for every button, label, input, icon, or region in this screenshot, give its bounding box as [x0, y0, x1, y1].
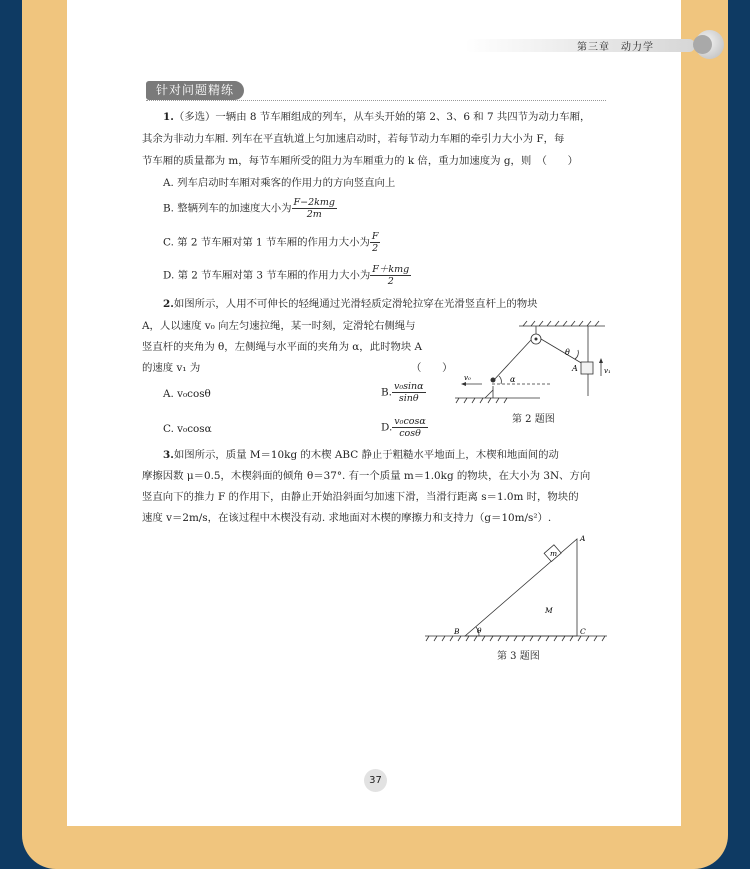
- v1-arrowhead-icon: [599, 358, 603, 363]
- q2-option-d-fraction: [392, 416, 428, 439]
- section-divider: [146, 100, 606, 101]
- person-head-icon: [491, 378, 496, 383]
- q2-line2: A，人以速度 v₀ 向左匀速拉绳，某一时刻，定滑轮右侧绳与: [142, 320, 416, 332]
- q1-option-b-fraction: [292, 197, 337, 220]
- chapter-header: [465, 31, 720, 59]
- q2-d-denominator: cosθ: [399, 428, 421, 439]
- fig3-wedge-label: M: [545, 606, 553, 615]
- ceiling-hatch: [523, 321, 599, 326]
- q3-line2: 摩擦因数 μ＝0.5，木楔斜面的倾角 θ＝37°. 有一个质量 m＝1.0kg 的物块，在大小为 3N、方向: [142, 470, 591, 482]
- q1-option-c-fraction: [370, 231, 381, 254]
- header-text: [577, 38, 654, 53]
- q2-option-d-label: D.: [381, 421, 393, 434]
- ground-hatch: [456, 398, 507, 403]
- right-rope: [541, 339, 583, 364]
- theta-arc: [575, 350, 578, 359]
- q1-option-a: A. 列车启动时车厢对乘客的作用力的方向竖直向上: [163, 177, 396, 189]
- q1-line2: 其余为非动力车厢. 列车在平直轨道上匀加速启动时，若每节动力车厢的牵引力大小为 F，每: [142, 133, 565, 145]
- q2-text1: 如图所示，人用不可伸长的轻绳通过光滑轻质定滑轮拉穿在光滑竖直杆上的物块: [173, 298, 538, 310]
- fig2-block-label: A: [572, 364, 578, 373]
- q3-line1: [163, 448, 559, 462]
- fig3-m-label: m: [550, 549, 558, 558]
- alpha-arc: [499, 376, 501, 384]
- q1-b-denominator: 2m: [306, 209, 322, 220]
- q2-option-b: [381, 381, 426, 404]
- q2-d-numerator: v₀cosα: [394, 416, 426, 427]
- q2-option-c: C. v₀cosα: [163, 423, 212, 435]
- q1-number: 1.: [163, 111, 174, 123]
- q2-line3: 竖直杆的夹角为 θ，左侧绳与水平面的夹角为 α，此时物块 A: [142, 341, 423, 353]
- q2-option-d: [381, 416, 428, 439]
- figure-3-caption: 第 3 题图: [497, 651, 540, 662]
- q3-number: 3.: [163, 449, 174, 461]
- figure-2-caption: 第 2 题图: [512, 414, 555, 425]
- q1-line3: 节车厢的质量都为 m，每节车厢所受的阻力为车厢重力的 k 倍，重力加速度为 g，则 （ ）: [142, 155, 579, 167]
- q1-d-denominator: 2: [387, 276, 394, 287]
- q2-b-numerator: v₀sinα: [393, 381, 424, 392]
- v0-arrowhead-icon: [461, 382, 466, 386]
- q2-answer-bracket: （ ）: [411, 362, 453, 374]
- figure-2-diagram: [455, 318, 615, 408]
- pulley-axle-icon: [535, 338, 538, 341]
- q2-option-b-label: B.: [381, 386, 392, 399]
- chapter-title: 动力学: [621, 42, 654, 53]
- fig3-a-label: A: [580, 534, 586, 543]
- q1-option-b-text: B. 整辆列车的加速度大小为: [163, 202, 292, 215]
- q1-option-b: [163, 197, 337, 220]
- q2-b-denominator: sinθ: [398, 393, 419, 404]
- q1-c-denominator: 2: [372, 243, 379, 254]
- q1-line1: [163, 110, 590, 124]
- q1-option-d-text: D. 第 2 节车厢对第 3 节车厢的作用力大小为: [163, 269, 371, 282]
- ground-hatch: [426, 636, 605, 641]
- q1-option-d: [163, 264, 411, 287]
- q2-number: 2.: [163, 298, 174, 310]
- q1-text1: （多选）一辆由 8 节车厢组成的列车，从车头开始的第 2、3、6 和 7 共四节为动力车厢，: [173, 111, 591, 123]
- section-title: 针对问题精练: [146, 81, 244, 100]
- q1-option-d-fraction: [370, 264, 411, 287]
- header-dot-icon: [693, 35, 712, 54]
- q1-c-numerator: F: [371, 231, 379, 242]
- fig2-theta-label: θ: [565, 348, 570, 357]
- fig3-b-label: B: [454, 627, 460, 636]
- person-leg-1: [485, 390, 493, 398]
- q1-d-numerator: F＋kmg: [372, 264, 410, 275]
- q1-option-c: [163, 231, 380, 254]
- q3-text1: 如图所示，质量 M＝10kg 的木楔 ABC 静止于粗糙水平地面上，木楔和地面间的动: [173, 449, 559, 461]
- figure-3-diagram: [425, 533, 610, 645]
- fig2-alpha-label: α: [510, 375, 516, 384]
- chapter-label: 第三章: [577, 42, 610, 53]
- q3-line4: 速度 v＝2m/s，在该过程中木楔没有动. 求地面对木楔的摩擦力和支持力（g＝10m/s²）.: [142, 512, 552, 524]
- fig2-v0-label: v₀: [464, 374, 471, 382]
- q3-line3: 竖直向下的推力 F 的作用下，由静止开始沿斜面匀加速下滑，当滑行距离 s＝1.0m 时，物块的: [142, 491, 579, 503]
- q2-line4: 的速度 v₁ 为: [142, 362, 201, 374]
- fig3-theta-label: θ: [477, 626, 482, 635]
- block-a: [581, 362, 593, 374]
- q1-option-c-text: C. 第 2 节车厢对第 1 节车厢的作用力大小为: [163, 236, 370, 249]
- fig3-c-label: C: [580, 627, 586, 636]
- q2-option-b-fraction: [392, 381, 426, 404]
- q2-line1: [163, 297, 538, 311]
- fig2-v1-label: v₁: [604, 367, 611, 375]
- q2-option-a: A. v₀cosθ: [163, 388, 211, 400]
- q1-b-numerator: F−2kmg: [293, 197, 335, 208]
- page-number: 37: [364, 769, 387, 792]
